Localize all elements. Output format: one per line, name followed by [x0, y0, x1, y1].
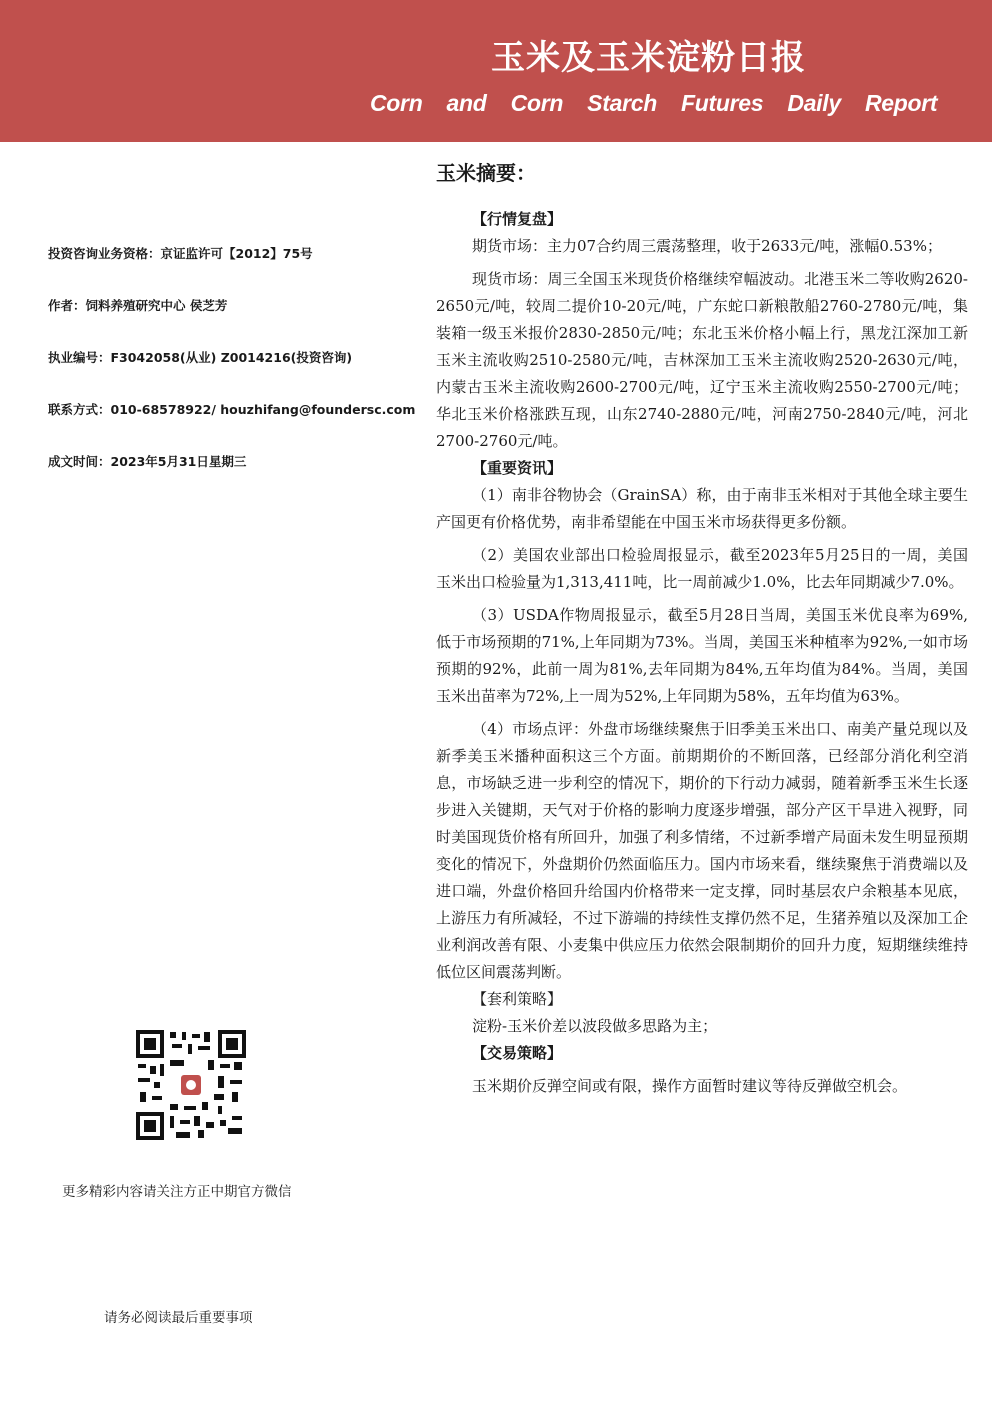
author-line: 作者：饲料养殖研究中心 侯芝芳: [48, 298, 228, 313]
contact-line: 联系方式：010-68578922/ houzhifang@foundersc.com: [48, 402, 416, 417]
trade-heading: 【交易策略】: [472, 1044, 563, 1062]
report-subtitle: Corn and Corn Starch Futures Daily Report: [370, 90, 938, 116]
trade-paragraph: 玉米期价反弹空间或有限，操作方面暂时建议等待反弹做空机会。: [472, 1077, 908, 1095]
report-title: 玉米及玉米淀粉日报: [491, 38, 806, 78]
qr-caption: 更多精彩内容请关注方正中期官方微信: [62, 1184, 292, 1200]
qr-code-icon: [136, 1030, 246, 1140]
review-heading: 【行情复盘】: [472, 210, 563, 228]
date-line: 成文时间：2023年5月31日星期三: [48, 454, 247, 469]
author-info: [48, 244, 428, 504]
news-heading: 【重要资讯】: [472, 459, 563, 477]
report-body: [436, 158, 968, 1100]
news-item: （2）美国农业部出口检验周报显示，截至2023年5月25日的一周，美国玉米出口检验量为1,313,411吨，比一周前减少1.0%，比去年同期减少7.0%。: [436, 546, 968, 591]
qualification-line: 投资咨询业务资格：京证监许可【2012】75号: [48, 246, 313, 261]
license-line: 执业编号：F3042058(从业) Z0014216(投资咨询): [48, 350, 353, 365]
futures-market-paragraph: 期货市场：主力07合约周三震荡整理，收于2633元/吨，涨幅0.53%；: [472, 237, 942, 255]
news-item: （3）USDA作物周报显示，截至5月28日当周，美国玉米优良率为69%,低于市场预期的71%,上年同期为73%。当周，美国玉米种植率为92%,一如市场预期的92%，此前一周为81%,去年同期为84%,五年均值为84%。当周，美国玉米出苗率为72%,上一周为52%,上年同期为58%，五年均值为63%。: [436, 606, 968, 705]
arbitrage-heading: 【套利策略】: [472, 990, 563, 1008]
section-title: 玉米摘要：: [436, 161, 536, 185]
disclaimer-note: 请务必阅读最后重要事项: [104, 1310, 253, 1326]
news-item: （1）南非谷物协会（GrainSA）称，由于南非玉米相对于其他全球主要生产国更有价格优势，南非希望能在中国玉米市场获得更多份额。: [436, 486, 968, 531]
arbitrage-paragraph: 淀粉-玉米价差以波段做多思路为主；: [472, 1017, 718, 1035]
news-item: （4）市场点评：外盘市场继续聚焦于旧季美玉米出口、南美产量兑现以及新季美玉米播种面积这三个方面。前期期价的不断回落，已经部分消化利空消息，市场缺乏进一步利空的情况下，期价的下行动力减弱，随着新季玉米生长逐步进入关键期，天气对于价格的影响力度逐步增强，部分产区干旱进入视野，同时美国现货价格有所回升，加强了利多情绪，不过新季增产局面未发生明显预期变化的情况下，外盘期价仍然面临压力。国内市场来看，继续聚焦于消费端以及进口端，外盘价格回升给国内价格带来一定支撑，同时基层农户余粮基本见底，上游压力有所减轻，不过下游端的持续性支撑仍然不足，生猪养殖以及深加工企业利润改善有限、小麦集中供应压力依然会限制期价的回升力度，短期继续维持低位区间震荡判断。: [436, 720, 968, 981]
spot-market-paragraph: 现货市场：周三全国玉米现货价格继续窄幅波动。北港玉米二等收购2620-2650元/吨，较周二提价10-20元/吨，广东蛇口新粮散船2760-2780元/吨，集装箱一级玉米报价2830-2850元/吨；东北玉米价格小幅上行，黑龙江深加工新玉米主流收购2510-2580元/吨，吉林深加工玉米主流收购2520-2630元/吨，内蒙古玉米主流收购2600-2700元/吨，辽宁玉米主流收购2550-2700元/吨；华北玉米价格涨跌互现，山东2740-2880元/吨，河南2750-2840元/吨，河北2700-2760元/吨。: [436, 270, 968, 450]
header-banner: [0, 0, 992, 142]
